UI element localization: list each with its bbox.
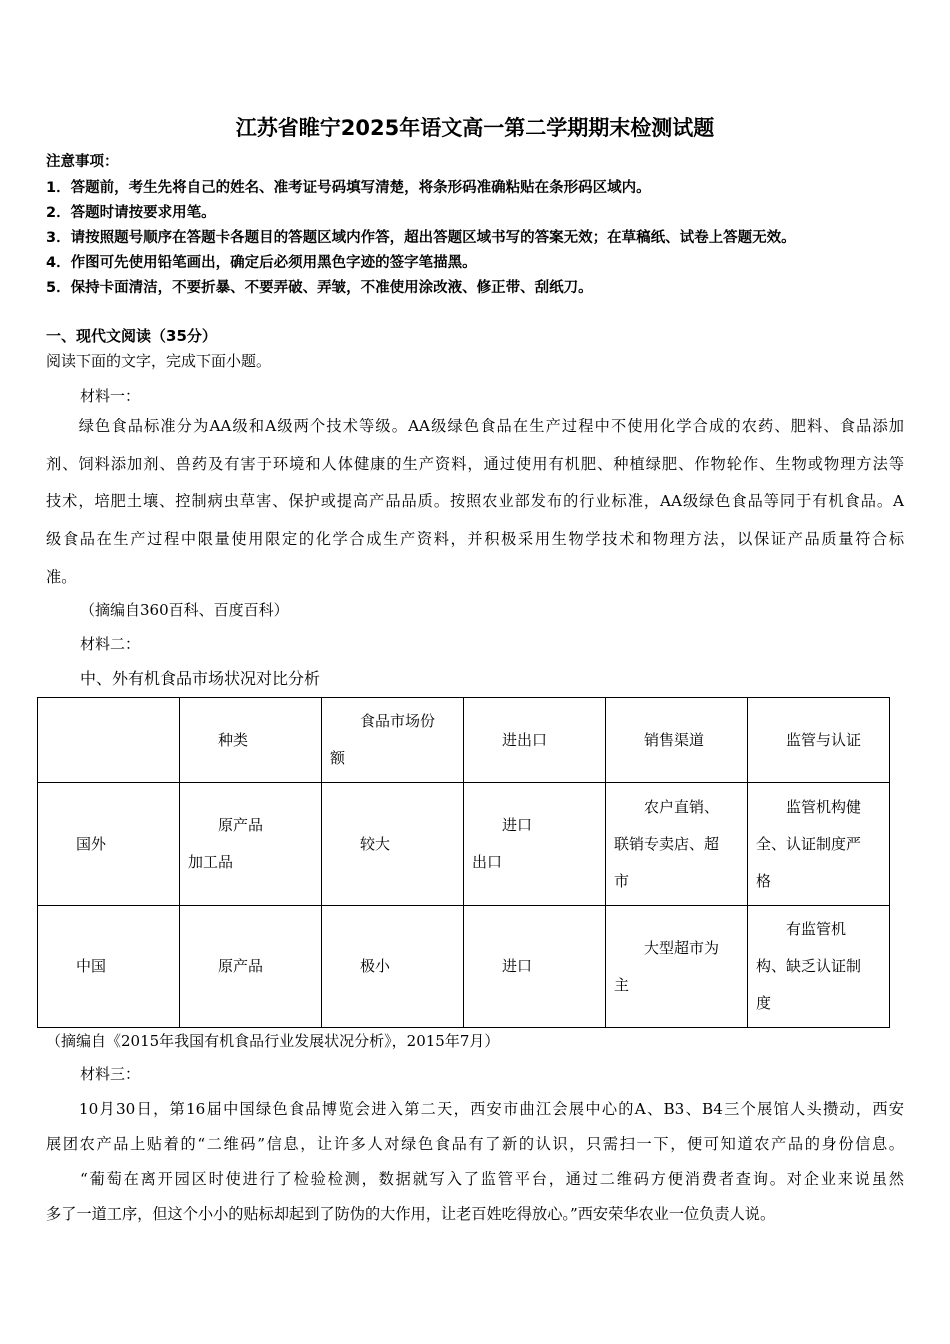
- table-header-row: [38, 698, 890, 783]
- comparison-table: [37, 697, 890, 1028]
- table-cell: 食品市场份 额: [322, 698, 464, 783]
- table-cell: 种类: [180, 698, 322, 783]
- table-cell: 监管与认证: [748, 698, 890, 783]
- table-cell: 中国: [38, 906, 180, 1028]
- table-cell: [38, 698, 180, 783]
- material-3-label: 材料三：: [80, 1065, 141, 1083]
- paragraph-line: 绿色食品标准分为AA级和A级两个技术等级。AA级绿色食品在生产过程中不使用化学合成的农药、肥料、食品添加: [46, 417, 904, 435]
- table-cell: 原产品: [180, 906, 322, 1028]
- table-cell: 销售渠道: [606, 698, 748, 783]
- table-row: [38, 783, 890, 906]
- paragraph-line: 多了一道工序，但这个小小的贴标却起到了防伪的大作用，让老百姓吃得放心。”西安荣华农业一位负责人说。: [46, 1205, 776, 1223]
- notice-item: 2．答题时请按要求用笔。: [46, 205, 216, 221]
- notice-item: 3．请按照题号顺序在答题卡各题目的答题区域内作答，超出答题区域书写的答案无效；在草稿纸、试卷上答题无效。: [46, 230, 796, 246]
- paragraph-line: 级食品在生产过程中限量使用限定的化学合成生产资料，并积极采用生物学技术和物理方法，以保证产品质量符合标: [46, 530, 904, 548]
- material-1-source: （摘编自360百科、百度百科）: [80, 601, 289, 619]
- instruction: 阅读下面的文字，完成下面小题。: [46, 352, 272, 370]
- table-cell: 较大: [322, 783, 464, 906]
- table-cell: 国外: [38, 783, 180, 906]
- paragraph-line: “葡萄在离开园区时使进行了检验检测，数据就写入了监管平台，通过二维码方便消费者查询。对企业来说虽然: [46, 1170, 904, 1188]
- notice-item: 5．保持卡面清洁，不要折暴、不要弄破、弄皱，不准使用涂改液、修正带、刮纸刀。: [46, 280, 593, 296]
- material-2-label: 材料二：: [80, 635, 141, 653]
- table-cell: 原产品 加工品: [180, 783, 322, 906]
- table-cell: 有监管机 构、缺乏认证制 度: [748, 906, 890, 1028]
- table-cell: 进口: [464, 906, 606, 1028]
- paragraph-line: 准。: [46, 568, 77, 586]
- notice-heading: 注意事项：: [46, 154, 119, 170]
- table-cell: 极小: [322, 906, 464, 1028]
- table-cell: 进出口: [464, 698, 606, 783]
- table-cell: 监管机构健 全、认证制度严 格: [748, 783, 890, 906]
- material-1-label: 材料一：: [80, 387, 141, 405]
- paragraph-line: 展团农产品上贴着的“二维码”信息，让许多人对绿色食品有了新的认识，只需扫一下，便可知道农产品的身份信息。: [46, 1135, 904, 1153]
- table-row: [38, 906, 890, 1028]
- table-cell: 大型超市为 主: [606, 906, 748, 1028]
- section-heading: 一、现代文阅读（35分）: [46, 327, 217, 345]
- notice-item: 1．答题前，考生先将自己的姓名、准考证号码填写清楚，将条形码准确粘贴在条形码区域内。: [46, 180, 651, 196]
- paragraph-line: 剂、饲料添加剂、兽药及有害于环境和人体健康的生产资料，通过使用有机肥、种植绿肥、作物轮作、生物或物理方法等: [46, 455, 904, 473]
- table-title: 中、外有机食品市场状况对比分析: [80, 669, 321, 688]
- paragraph-line: 技术，培肥土壤、控制病虫草害、保护或提高产品品质。按照农业部发布的行业标准，AA级绿色食品等同于有机食品。A: [46, 492, 904, 510]
- material-2-source: （摘编自《2015年我国有机食品行业发展状况分析》，2015年7月）: [46, 1032, 500, 1050]
- table-cell: 农户直销、 联销专卖店、超 市: [606, 783, 748, 906]
- paragraph-line: 10月30日，第16届中国绿色食品博览会进入第二天，西安市曲江会展中心的A、B3、B4三个展馆人头攒动，西安: [46, 1100, 904, 1118]
- notice-item: 4．作图可先使用铅笔画出，确定后必须用黑色字迹的签字笔描黑。: [46, 255, 477, 271]
- page-title: 江苏省睢宁2025年语文高一第二学期期末检测试题: [235, 116, 715, 140]
- table-cell: 进口 出口: [464, 783, 606, 906]
